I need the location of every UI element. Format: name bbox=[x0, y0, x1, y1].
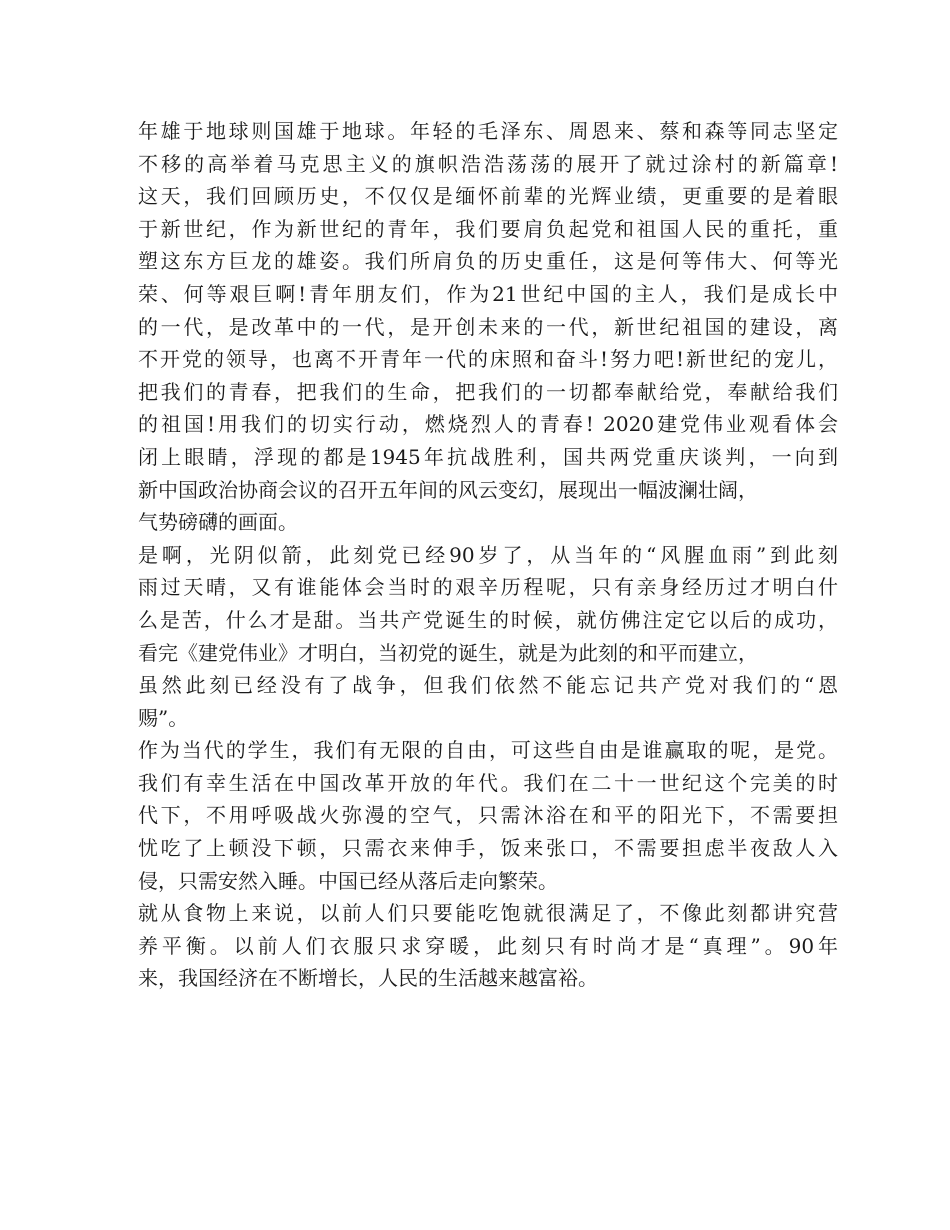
text-line: 我们有幸生活在中国改革开放的年代。我们在二十一世纪这个完美的时 bbox=[138, 770, 838, 795]
text-line: 不开党的领导，也离不开青年一代的床照和奋斗!努力吧!新世纪的宠儿， bbox=[138, 347, 838, 372]
text-line: 么是苦，什么才是甜。当共产党诞生的时候，就仿佛注定它以后的成功， bbox=[138, 607, 838, 632]
text-line: 塑这东方巨龙的雄姿。我们所肩负的历史重任，这是何等伟大、何等光 bbox=[138, 249, 838, 274]
text-line: 养平衡。以前人们衣服只求穿暖，此刻只有时尚才是“真理”。90年 bbox=[138, 933, 838, 958]
text-line: 来，我国经济在不断增长，人民的生活越来越富裕。 bbox=[138, 966, 598, 991]
text-line: 代下，不用呼吸战火弥漫的空气，只需沐浴在和平的阳光下，不需要担 bbox=[138, 803, 838, 828]
text-line: 虽然此刻已经没有了战争，但我们依然不能忘记共产党对我们的“恩 bbox=[138, 673, 838, 698]
text-line: 侵，只需安然入睡。中国已经从落后走向繁荣。 bbox=[138, 868, 558, 893]
body-text bbox=[138, 115, 838, 995]
text-line: 于新世纪，作为新世纪的青年，我们要肩负起党和祖国人民的重托，重 bbox=[138, 216, 838, 241]
text-line: 看完《建党伟业》才明白，当初党的诞生，就是为此刻的和平而建立， bbox=[138, 640, 758, 665]
text-line: 就从食物上来说，以前人们只要能吃饱就很满足了，不像此刻都讲究营 bbox=[138, 901, 838, 926]
text-line: 作为当代的学生，我们有无限的自由，可这些自由是谁赢取的呢，是党。 bbox=[138, 738, 838, 763]
text-line: 不移的高举着马克思主义的旗帜浩浩荡荡的展开了就过涂村的新篇章! bbox=[138, 151, 838, 176]
text-line: 把我们的青春，把我们的生命，把我们的一切都奉献给党，奉献给我们 bbox=[138, 379, 838, 404]
text-line: 雨过天晴，又有谁能体会当时的艰辛历程呢，只有亲身经历过才明白什 bbox=[138, 575, 838, 600]
text-line: 的祖国!用我们的切实行动，燃烧烈人的青春! 2020建党伟业观看体会 bbox=[138, 412, 838, 437]
text-line: 荣、何等艰巨啊!青年朋友们，作为21世纪中国的主人，我们是成长中 bbox=[138, 281, 838, 306]
text-line: 气势磅礴的画面。 bbox=[138, 510, 298, 535]
text-line: 闭上眼睛，浮现的都是1945年抗战胜利，国共两党重庆谈判，一向到 bbox=[138, 444, 838, 469]
text-line: 是啊，光阴似箭，此刻党已经90岁了，从当年的“风腥血雨”到此刻 bbox=[138, 542, 838, 567]
text-line: 新中国政治协商会议的召开五年间的风云变幻，展现出一幅波澜壮阔， bbox=[138, 477, 758, 502]
text-line: 这天，我们回顾历史，不仅仅是缅怀前辈的光辉业绩，更重要的是着眼 bbox=[138, 184, 838, 209]
text-line: 忧吃了上顿没下顿，只需衣来伸手，饭来张口，不需要担虑半夜敌人入 bbox=[138, 836, 838, 861]
text-line: 年雄于地球则国雄于地球。年轻的毛泽东、周恩来、蔡和森等同志坚定 bbox=[138, 119, 838, 143]
text-line: 的一代，是改革中的一代，是开创未来的一代，新世纪祖国的建设，离 bbox=[138, 314, 838, 339]
text-line: 赐”。 bbox=[138, 705, 189, 730]
